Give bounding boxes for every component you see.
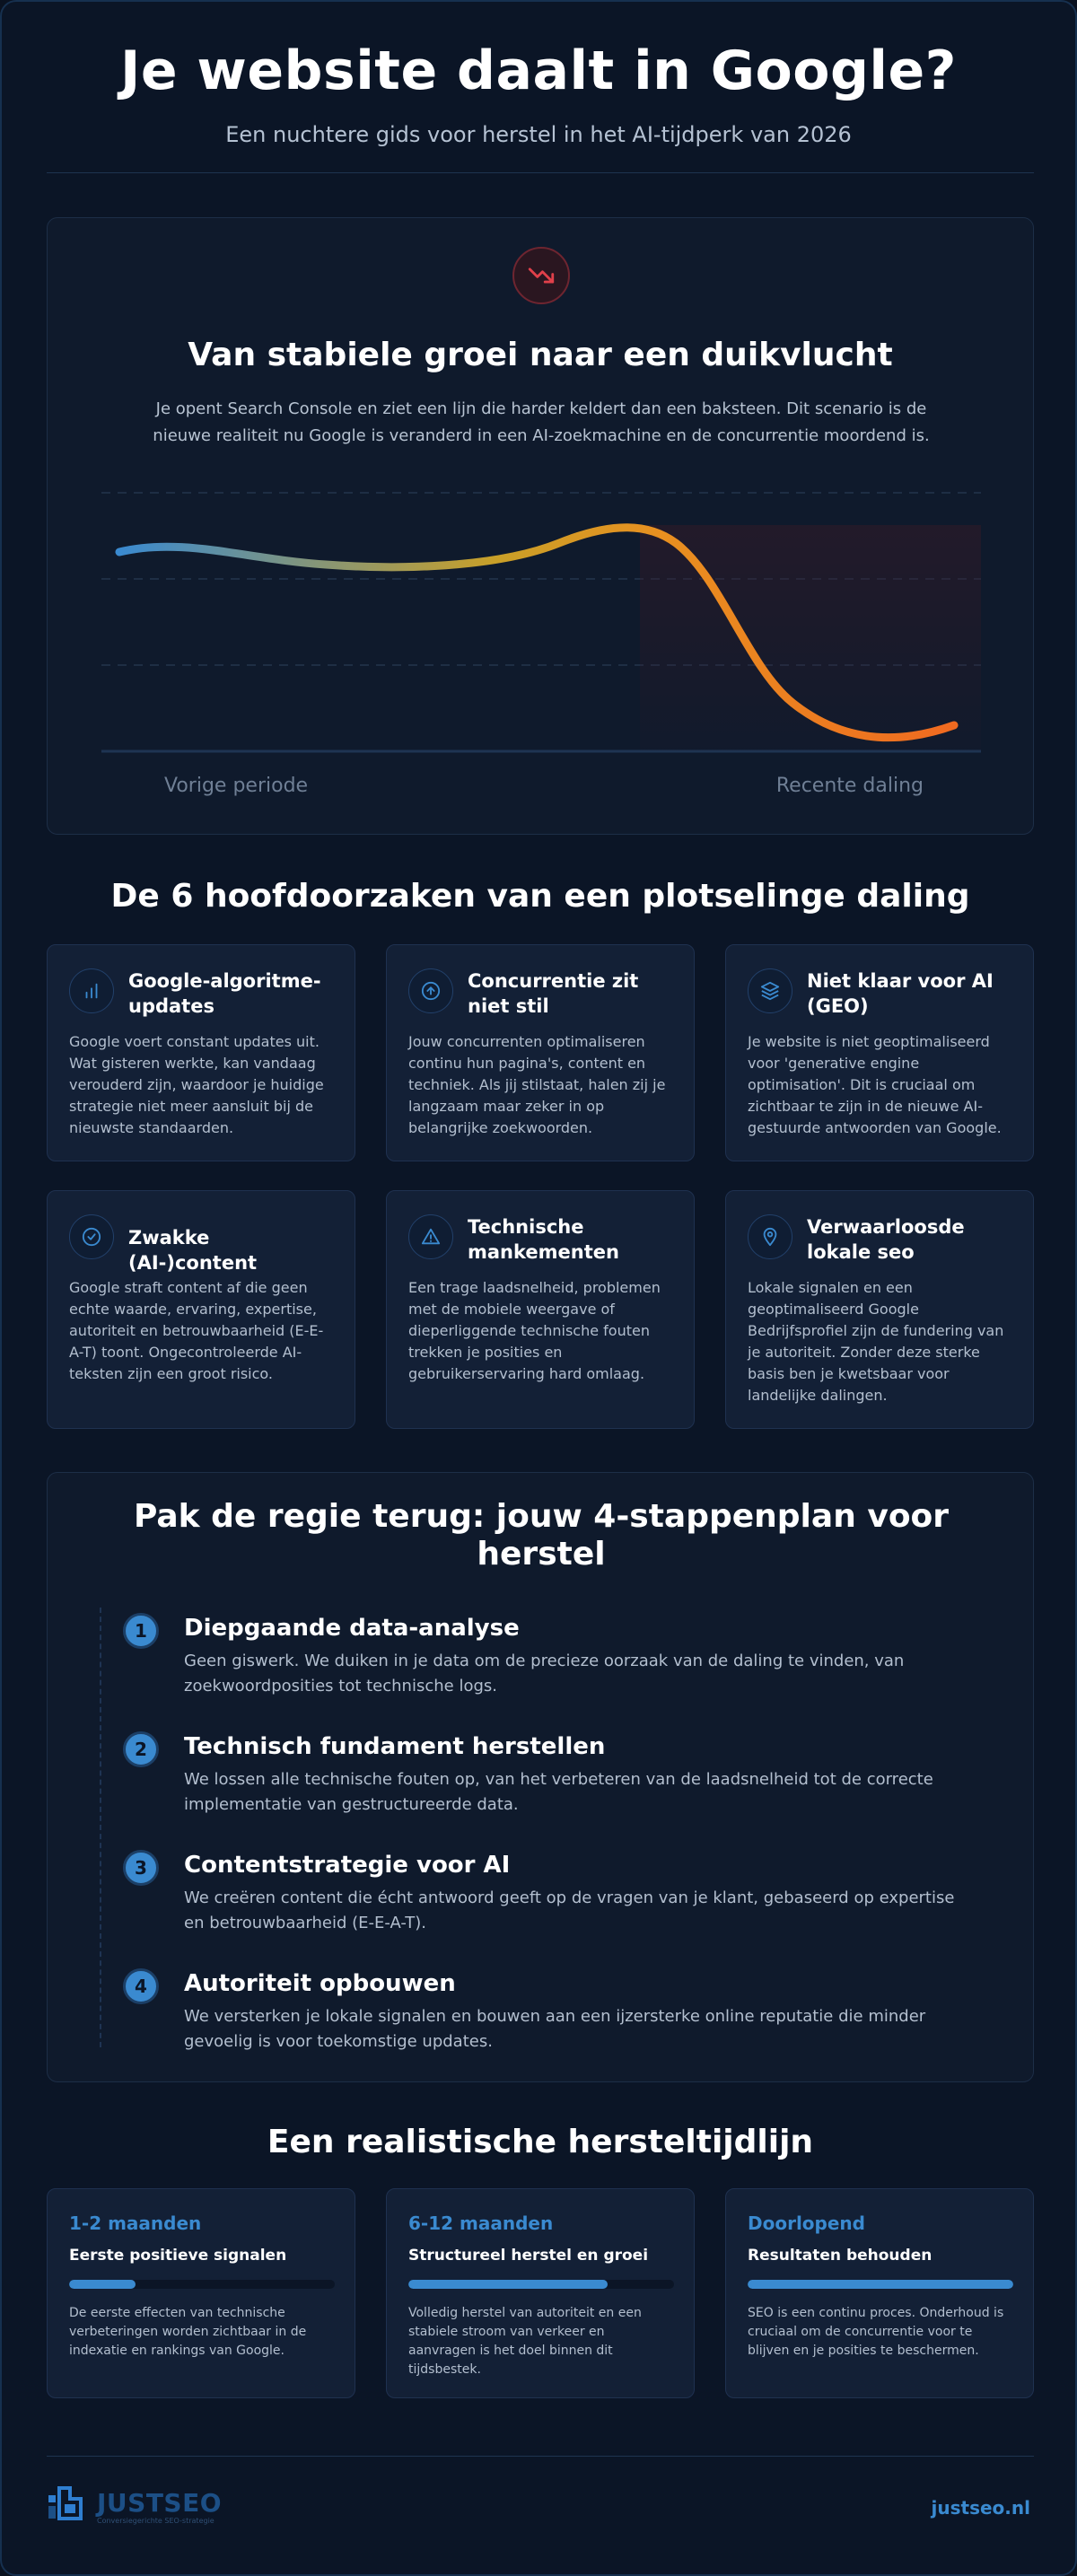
cause-text: Google straft content af die geen echte waarde, ervaring, expertise, autoriteit en betrouwbaarheid (E-E-A-T) toont. Ongecontroleerde AI-teksten zijn een groot risico. (69, 1279, 324, 1382)
cause-card (47, 944, 355, 1161)
hero-intro: Je opent Search Console en ziet een lijn die harder keldert dan een baksteen. Dit scenario is de nieuwe realiteit nu Google is veranderd in een AI-zoekmachine en de concurrentie moordend is. (153, 399, 930, 445)
cause-text: Jouw concurrenten optimaliseren continu hun pagina's, content en techniek. Als jij stilstaat, halen zij je langzaam maar zeker in op belangrijke zoekwoorden. (408, 1033, 666, 1136)
arrow-up-icon (408, 968, 453, 1013)
cause-text: Lokale signalen en een geoptimaliseerd Google Bedrijfsprofiel zijn de fundering van je autoriteit. Zonder deze sterke basis ben je kwetsbaar voor landelijke dalingen. (748, 1279, 1004, 1404)
logo-text: JUSTSEO (97, 2488, 223, 2518)
cause-title: Niet klaar voor AI (GEO) (807, 970, 994, 1017)
logo-tagline: Conversiegerichte SEO-strategie (97, 2517, 215, 2525)
step-text: Geen giswerk. We duiken in je data om de precieze oorzaak van de daling te vinden, van zoekwoordposities tot technische logs. (184, 1652, 905, 1695)
timeline-text: SEO is een continu proces. Onderhoud is cruciaal om de concurrentie voor te blijven en je posities te beschermen. (748, 2306, 1004, 2358)
cause-title: Verwaarloosde lokale seo (807, 1216, 965, 1263)
progress-bar (748, 2280, 1013, 2289)
cause-title: Google-algoritme-updates (128, 970, 321, 1017)
chart-left-label: Vorige periode (164, 775, 309, 797)
divider (47, 172, 1034, 173)
step-title: Technisch fundament herstellen (184, 1733, 606, 1760)
header (2, 2, 1075, 147)
step-number: 3 (123, 1850, 159, 1886)
timeline-subtitle: Resultaten behouden (748, 2247, 933, 2265)
progress-bar (69, 2280, 335, 2289)
progress-fill (408, 2280, 608, 2289)
timeline-period: Doorlopend (748, 2212, 865, 2234)
cause-card (386, 1190, 695, 1429)
page-title: Je website daalt in Google? (120, 39, 957, 102)
step-text: We versterken je lokale signalen en bouwen aan een ijzersterke online reputatie die minder gevoelig is voor toekomstige updates. (184, 2007, 926, 2051)
progress-fill (69, 2280, 136, 2289)
progress-bar (408, 2280, 674, 2289)
step-number: 2 (123, 1731, 159, 1767)
timeline-card (47, 2188, 355, 2398)
step-text: We lossen alle technische fouten op, van het verbeteren van de laadsnelheid tot de correcte implementatie van gestructureerde data. (184, 1770, 933, 1814)
timeline-subtitle: Structureel herstel en groei (408, 2247, 649, 2265)
cause-card (725, 1190, 1034, 1429)
timeline-card (386, 2188, 695, 2398)
logo[interactable] (47, 2483, 244, 2528)
hero-card (47, 217, 1034, 835)
step-number: 1 (123, 1613, 159, 1649)
timeline-text: De eerste effecten van technische verbeteringen worden zichtbaar in de indexatie en rankings van Google. (69, 2306, 307, 2358)
progress-fill (748, 2280, 1013, 2289)
cause-card (386, 944, 695, 1161)
cause-title: Concurrentie zit niet stil (468, 970, 639, 1017)
timeline-card (725, 2188, 1034, 2398)
timeline-title: Een realistische hersteltijdlijn (267, 2124, 814, 2160)
website-link[interactable]: justseo.nl (931, 2497, 1030, 2519)
step-title: Autoriteit opbouwen (184, 1970, 456, 1997)
cause-title: Zwakke (AI-)content (128, 1227, 258, 1274)
timeline-period: 6-12 maanden (408, 2212, 554, 2234)
logo-mark-icon (47, 2483, 88, 2524)
cause-text: Een trage laadsnelheid, problemen met de mobiele weergave of dieperliggende technische fouten trekken je posities en gebruikerservaring hard omlaag. (408, 1279, 661, 1382)
cause-text: Je website is niet geoptimaliseerd voor 'generative engine optimisation'. Dit is cruciaal om zichtbaar te zijn in de nieuwe AI-gestuurde antwoorden van Google. (748, 1033, 1002, 1136)
page-subtitle: Een nuchtere gids voor herstel in het AI-tijdperk van 2026 (225, 122, 852, 147)
decline-chart (101, 487, 981, 775)
step-number: 4 (123, 1968, 159, 2004)
layers-icon (748, 968, 792, 1013)
causes-title: De 6 hoofdoorzaken van een plotselinge daling (110, 878, 970, 915)
recovery-plan (47, 1472, 1034, 2082)
map-pin-icon (748, 1214, 792, 1259)
step-text: We creëren content die écht antwoord geeft op de vragen van je klant, gebaseerd op expertise en betrouwbaarheid (E-E-A-T). (184, 1888, 955, 1932)
timeline-line (100, 1608, 101, 2047)
cause-card (47, 1190, 355, 1429)
timeline-period: 1-2 maanden (69, 2212, 202, 2234)
cause-card (725, 944, 1034, 1161)
timeline-subtitle: Eerste positieve signalen (69, 2247, 287, 2265)
bar-chart-icon (69, 968, 114, 1013)
divider (47, 2456, 1034, 2457)
warning-icon (408, 1214, 453, 1259)
cause-text: Google voert constant updates uit. Wat gisteren werkte, kan vandaag verouderd zijn, waardoor je huidige strategie niet meer aansluit bij de nieuwste standaarden. (69, 1033, 324, 1136)
step-title: Diepgaande data-analyse (184, 1615, 520, 1642)
trending-down-icon (512, 247, 570, 304)
hero-title: Van stabiele groei naar een duikvlucht (188, 337, 893, 373)
step-title: Contentstrategie voor AI (184, 1852, 511, 1879)
cause-title: Technische mankementen (468, 1216, 619, 1263)
timeline-text: Volledig herstel van autoriteit en een stabiele stroom van verkeer en aanvragen is het doel binnen dit tijdsbestek. (408, 2306, 642, 2377)
plan-title: Pak de regie terug: jouw 4-stappenplan voor herstel (133, 1498, 950, 1573)
chart-right-label: Recente daling (775, 775, 924, 797)
check-circle-icon (69, 1214, 114, 1259)
